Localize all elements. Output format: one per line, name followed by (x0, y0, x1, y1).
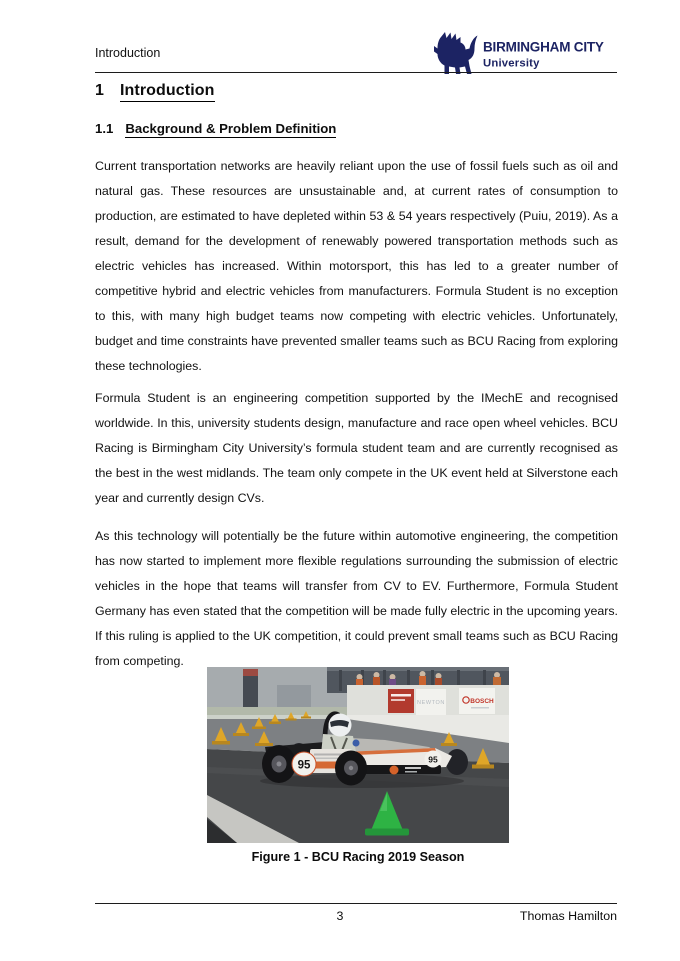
subsection-number: 1.1 (95, 121, 114, 136)
figure-caption: Figure 1 - BCU Racing 2019 Season (251, 850, 465, 864)
figure (207, 667, 509, 864)
subsection-title: Background & Problem Definition (125, 121, 337, 136)
running-head-title: Introduction (95, 46, 161, 60)
body-paragraph: Formula Student is an engineering competition supported by the IMechE and recognised worldwide. In this, university students design, manufacture and race open wheel vehicles. BCU Racing is Birmingham City University’s formula student team and are currently recognised as the best in the west midlands. The team only compete in the UK event held at Silverstone each year and currently design CVs. (95, 391, 618, 506)
bosch-banner-label: BOSCH (470, 698, 494, 705)
car-number-nose: 95 (428, 754, 438, 765)
footer-divider (95, 903, 617, 904)
bcu-lion-icon (434, 32, 478, 74)
body-paragraph: As this technology will potentially be the future within automotive engineering, the competition has now started to implement more flexible regulations surrounding the submission of electric vehicles in the hope that teams will transfer from CV to EV. Furthermore, Formula Student Germany has even stated that the competition will be made fully electric in the upcoming years. If this ruling is applied to the UK competition, it could prevent small teams such as BCU Racing from competing. (95, 529, 618, 669)
section-title: Introduction (120, 82, 215, 102)
body-paragraph: Current transportation networks are heavily reliant upon the use of fossil fuels such as oil and natural gas. These resources are unsustainable and, at current rates of consumption to production, are estimated to have depleted within 53 & 54 years respectively (Puiu, 2019). As a result, demand for the development of renewably powered transportation methods such as electric vehicles has increased. Within motorsport, this has led to a greater number of competitive hybrid and electric vehicles from manufacturers. Formula Student is no exception to this, with many high budget teams now competing with electric vehicles. Unfortunately, budget and time constraints have prevented smaller teams such as BCU Racing from exploring these technologies. (95, 159, 618, 374)
car-number-side: 95 (297, 759, 311, 772)
logo-name-line2: University (483, 57, 540, 70)
subsection-heading (95, 121, 336, 138)
header-divider (95, 72, 617, 73)
university-logo (433, 31, 623, 77)
figure-photo-race-car (207, 667, 509, 843)
logo-name-line1: BIRMINGHAM CITY (483, 39, 604, 55)
newton-banner-label: NEWTON (417, 700, 445, 706)
page-number: 3 (336, 909, 344, 923)
section-number: 1 (95, 82, 104, 99)
section-heading (95, 82, 215, 102)
author-name: Thomas Hamilton (519, 909, 617, 923)
